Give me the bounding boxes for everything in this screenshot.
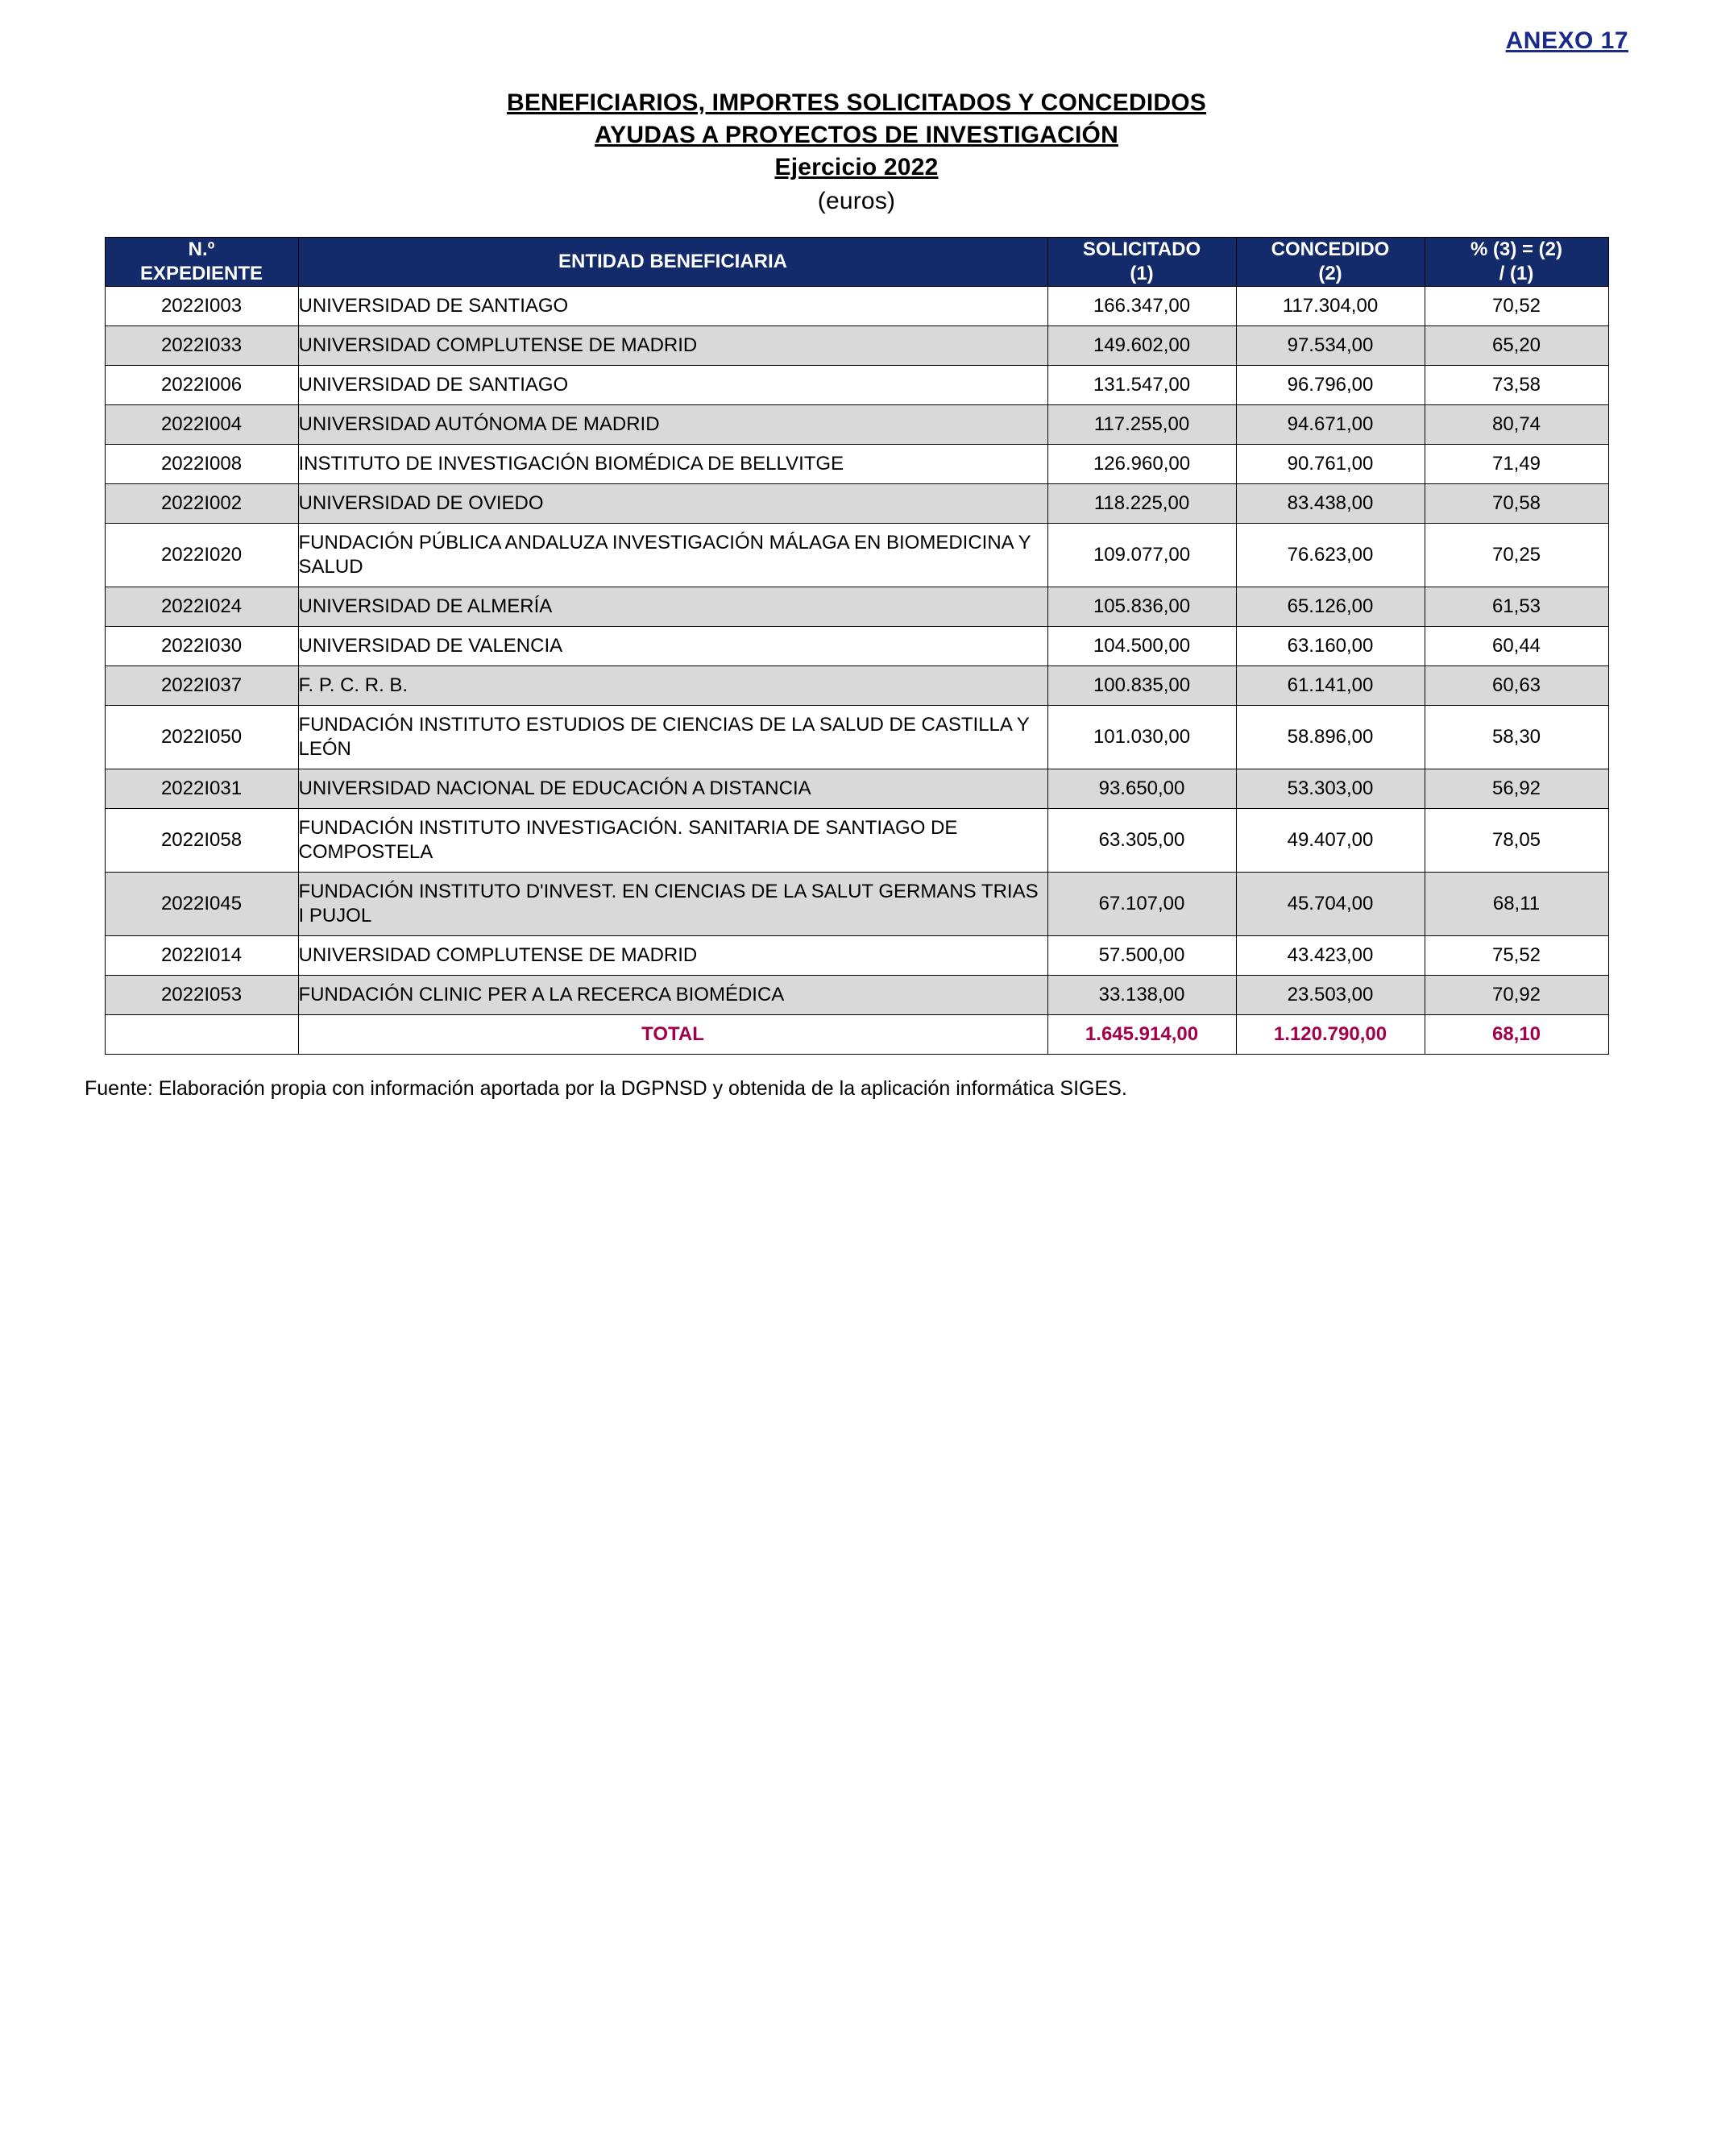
cell-entidad: UNIVERSIDAD DE SANTIAGO: [298, 287, 1047, 326]
column-header-porcentaje-line1: % (3) = (2): [1470, 238, 1563, 260]
column-header-expediente: [105, 238, 298, 287]
cell-concedido: 94.671,00: [1236, 405, 1425, 445]
cell-expediente: 2022I002: [105, 484, 298, 524]
column-header-entidad: ENTIDAD BENEFICIARIA: [298, 238, 1047, 287]
cell-solicitado: 93.650,00: [1047, 769, 1236, 809]
cell-porcentaje: 78,05: [1425, 809, 1608, 873]
cell-expediente: 2022I030: [105, 627, 298, 666]
cell-porcentaje: 60,44: [1425, 627, 1608, 666]
title-line-1: BENEFICIARIOS, IMPORTES SOLICITADOS Y CONCEDIDOS: [506, 89, 1207, 116]
cell-entidad: FUNDACIÓN CLINIC PER A LA RECERCA BIOMÉDICA: [298, 976, 1047, 1015]
cell-concedido: 76.623,00: [1236, 524, 1425, 587]
document-title-block: [85, 87, 1628, 219]
cell-concedido: 61.141,00: [1236, 666, 1425, 706]
cell-concedido: 49.407,00: [1236, 809, 1425, 873]
table-row: [105, 809, 1608, 873]
cell-solicitado: 131.547,00: [1047, 366, 1236, 405]
cell-solicitado: 126.960,00: [1047, 445, 1236, 484]
title-line-3: Ejercicio 2022: [774, 154, 939, 180]
cell-porcentaje: 70,25: [1425, 524, 1608, 587]
table-row: [105, 524, 1608, 587]
table-row: [105, 666, 1608, 706]
cell-porcentaje: 71,49: [1425, 445, 1608, 484]
cell-entidad: UNIVERSIDAD COMPLUTENSE DE MADRID: [298, 326, 1047, 366]
cell-concedido: 43.423,00: [1236, 936, 1425, 976]
column-header-expediente-line2: EXPEDIENTE: [139, 263, 263, 284]
cell-expediente: 2022I058: [105, 809, 298, 873]
cell-solicitado: 117.255,00: [1047, 405, 1236, 445]
cell-solicitado: 105.836,00: [1047, 587, 1236, 627]
table-row: [105, 936, 1608, 976]
cell-entidad: F. P. C. R. B.: [298, 666, 1047, 706]
table-row: [105, 405, 1608, 445]
cell-entidad: UNIVERSIDAD DE VALENCIA: [298, 627, 1047, 666]
cell-entidad: FUNDACIÓN INSTITUTO INVESTIGACIÓN. SANITARIA DE SANTIAGO DE COMPOSTELA: [298, 809, 1047, 873]
cell-porcentaje: 70,58: [1425, 484, 1608, 524]
cell-expediente: 2022I003: [105, 287, 298, 326]
cell-porcentaje: 73,58: [1425, 366, 1608, 405]
cell-entidad: UNIVERSIDAD NACIONAL DE EDUCACIÓN A DISTANCIA: [298, 769, 1047, 809]
cell-entidad: UNIVERSIDAD DE OVIEDO: [298, 484, 1047, 524]
cell-solicitado: 63.305,00: [1047, 809, 1236, 873]
cell-expediente: 2022I033: [105, 326, 298, 366]
cell-porcentaje: 61,53: [1425, 587, 1608, 627]
cell-concedido: 65.126,00: [1236, 587, 1425, 627]
beneficiaries-table: [105, 237, 1609, 1055]
cell-porcentaje: 80,74: [1425, 405, 1608, 445]
cell-expediente: 2022I053: [105, 976, 298, 1015]
cell-entidad: UNIVERSIDAD DE SANTIAGO: [298, 366, 1047, 405]
table-row: [105, 287, 1608, 326]
cell-entidad: FUNDACIÓN PÚBLICA ANDALUZA INVESTIGACIÓN MÁLAGA EN BIOMEDICINA Y SALUD: [298, 524, 1047, 587]
column-header-solicitado-line1: SOLICITADO: [1082, 238, 1201, 260]
cell-total-solicitado: 1.645.914,00: [1047, 1015, 1236, 1055]
cell-expediente: 2022I024: [105, 587, 298, 627]
cell-expediente: 2022I008: [105, 445, 298, 484]
cell-total-label: TOTAL: [298, 1015, 1047, 1055]
column-header-concedido-line2: (2): [1318, 263, 1342, 284]
annex-label: ANEXO 17: [1505, 27, 1628, 54]
cell-total-porcentaje: 68,10: [1425, 1015, 1608, 1055]
column-header-solicitado: [1047, 238, 1236, 287]
table-row: [105, 627, 1608, 666]
cell-expediente: 2022I020: [105, 524, 298, 587]
column-header-solicitado-line2: (1): [1130, 263, 1154, 284]
table-header-row: [105, 238, 1608, 287]
cell-expediente: 2022I006: [105, 366, 298, 405]
cell-porcentaje: 60,63: [1425, 666, 1608, 706]
cell-porcentaje: 75,52: [1425, 936, 1608, 976]
cell-entidad: UNIVERSIDAD AUTÓNOMA DE MADRID: [298, 405, 1047, 445]
cell-solicitado: 104.500,00: [1047, 627, 1236, 666]
table-row: [105, 326, 1608, 366]
cell-porcentaje: 58,30: [1425, 706, 1608, 769]
cell-concedido: 96.796,00: [1236, 366, 1425, 405]
cell-solicitado: 109.077,00: [1047, 524, 1236, 587]
cell-concedido: 45.704,00: [1236, 873, 1425, 936]
cell-concedido: 23.503,00: [1236, 976, 1425, 1015]
cell-concedido: 90.761,00: [1236, 445, 1425, 484]
table-row: [105, 366, 1608, 405]
cell-entidad: FUNDACIÓN INSTITUTO ESTUDIOS DE CIENCIAS DE LA SALUD DE CASTILLA Y LEÓN: [298, 706, 1047, 769]
cell-solicitado: 100.835,00: [1047, 666, 1236, 706]
table-row: [105, 769, 1608, 809]
cell-expediente: 2022I050: [105, 706, 298, 769]
table-row: [105, 706, 1608, 769]
title-line-2: AYUDAS A PROYECTOS DE INVESTIGACIÓN: [595, 122, 1118, 148]
table-row: [105, 445, 1608, 484]
table-header: [105, 238, 1608, 287]
cell-solicitado: 33.138,00: [1047, 976, 1236, 1015]
cell-solicitado: 149.602,00: [1047, 326, 1236, 366]
table-row: [105, 873, 1608, 936]
cell-expediente: 2022I004: [105, 405, 298, 445]
cell-concedido: 83.438,00: [1236, 484, 1425, 524]
cell-solicitado: 118.225,00: [1047, 484, 1236, 524]
cell-porcentaje: 70,52: [1425, 287, 1608, 326]
table-row: [105, 587, 1608, 627]
cell-entidad: UNIVERSIDAD DE ALMERÍA: [298, 587, 1047, 627]
cell-total-concedido: 1.120.790,00: [1236, 1015, 1425, 1055]
cell-entidad: UNIVERSIDAD COMPLUTENSE DE MADRID: [298, 936, 1047, 976]
table-total-row: [105, 1015, 1608, 1055]
cell-porcentaje: 65,20: [1425, 326, 1608, 366]
column-header-concedido: [1236, 238, 1425, 287]
cell-entidad: INSTITUTO DE INVESTIGACIÓN BIOMÉDICA DE BELLVITGE: [298, 445, 1047, 484]
cell-concedido: 53.303,00: [1236, 769, 1425, 809]
cell-solicitado: 67.107,00: [1047, 873, 1236, 936]
cell-expediente: 2022I031: [105, 769, 298, 809]
cell-concedido: 117.304,00: [1236, 287, 1425, 326]
column-header-porcentaje-line2: / (1): [1499, 263, 1534, 284]
table-row: [105, 976, 1608, 1015]
cell-expediente: 2022I014: [105, 936, 298, 976]
cell-solicitado: 101.030,00: [1047, 706, 1236, 769]
cell-total-expediente: [105, 1015, 298, 1055]
column-header-concedido-line1: CONCEDIDO: [1271, 238, 1390, 260]
cell-concedido: 97.534,00: [1236, 326, 1425, 366]
cell-concedido: 58.896,00: [1236, 706, 1425, 769]
title-units: (euros): [817, 188, 896, 214]
cell-entidad: FUNDACIÓN INSTITUTO D'INVEST. EN CIENCIAS DE LA SALUT GERMANS TRIAS I PUJOL: [298, 873, 1047, 936]
column-header-porcentaje: [1425, 238, 1608, 287]
table-row: [105, 484, 1608, 524]
column-header-expediente-line1: N.º: [188, 238, 215, 260]
cell-porcentaje: 70,92: [1425, 976, 1608, 1015]
cell-concedido: 63.160,00: [1236, 627, 1425, 666]
cell-expediente: 2022I037: [105, 666, 298, 706]
cell-solicitado: 57.500,00: [1047, 936, 1236, 976]
cell-solicitado: 166.347,00: [1047, 287, 1236, 326]
cell-porcentaje: 56,92: [1425, 769, 1608, 809]
cell-porcentaje: 68,11: [1425, 873, 1608, 936]
table-body: [105, 287, 1608, 1055]
cell-expediente: 2022I045: [105, 873, 298, 936]
source-note: Fuente: Elaboración propia con información aportada por la DGPNSD y obtenida de la aplicación informática SIGES.: [85, 1077, 1127, 1100]
